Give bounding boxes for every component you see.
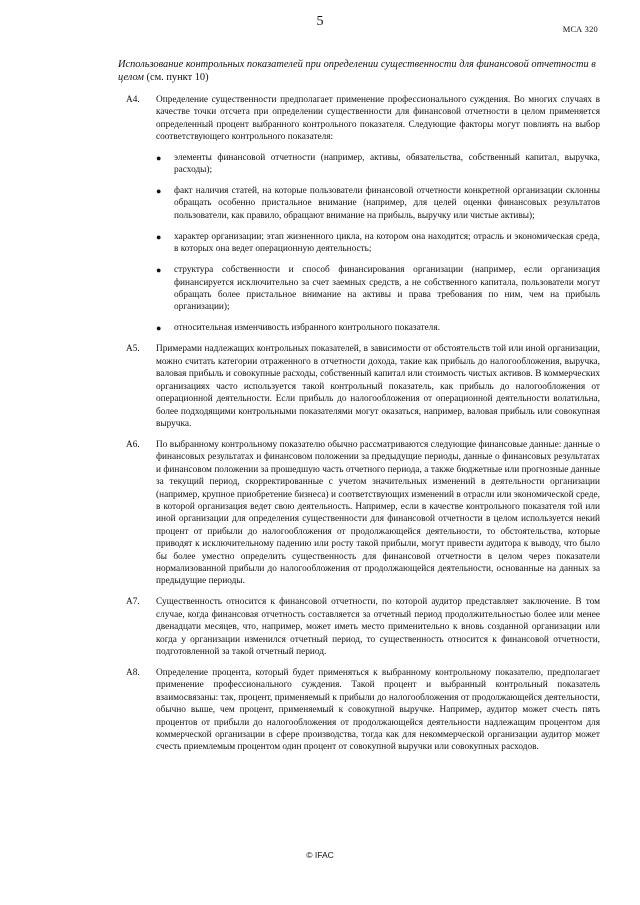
list-item-text: характер организации; этап жизненного цикла, на котором она находится; отрасль и экономическая среда, в которых она ведет операционную деятельность; bbox=[174, 231, 600, 255]
paragraph-a7 bbox=[118, 596, 600, 658]
list-item-text: структура собственности и способ финансирования организации (например, если организация финансируется исключительно за счет заемных средств, а не собственного капитала, пользователи могут обращать более пристальное внимание на активы и права требования по ним, чем на прибыль организации); bbox=[174, 265, 600, 313]
list-item bbox=[156, 322, 600, 334]
bullet-icon: ● bbox=[156, 231, 162, 242]
list-item bbox=[156, 264, 600, 314]
paragraph-text: Примерами надлежащих контрольных показателей, в зависимости от обстоятельств той или иной организации, можно считать категории отраженного в отчетности дохода, такие как прибыль до налогообложения, выручка, валовая прибыль и совокупные расходы, собственный капитал или стоимость чистых активов. В коммерческих организациях часто используется такой контрольный показатель, как прибыль до налогообложения от операционной деятельности. Если прибыль до налогообложения от операционной деятельности волатильна, более подходящими контрольными показателями могут оказаться, например, валовая прибыль или совокупная выручка. bbox=[156, 344, 600, 429]
section-heading-reference: (см. пункт 10) bbox=[146, 72, 209, 83]
bullet-icon: ● bbox=[156, 323, 162, 334]
paragraph-label: A8. bbox=[126, 668, 140, 678]
paragraph-label: A5. bbox=[126, 344, 140, 355]
paragraph-a6 bbox=[118, 439, 600, 588]
paragraph-a5 bbox=[118, 343, 600, 430]
paragraph-text: Существенность относится к финансовой отчетности, по которой аудитор представляет заключение. В том случае, когда финансовая отчетность составляется за отчетный период продолжительностью более или менее двенадцати месяцев, что, например, может иметь место применительно к вновь созданной организации или когда у организации изменился отчетный период, то существенность относится к финансовой отчетности, подготовленной за такой отчетный период. bbox=[156, 597, 600, 657]
paragraph-label: A7. bbox=[126, 597, 140, 608]
paragraph-text: По выбранному контрольному показателю обычно рассматриваются следующие финансовые данные: данные о финансовых результатах и финансовом положении за предыдущие периоды, данные о финансовых результатах и финансовом положении за прошедшую часть отчетного периода, а также бюджетные или прогнозные данные за текущий период, скорректированные с учетом значительных изменений в деятельности организации (например, крупное приобретение бизнеса) и соответствующих изменений в отрасли или экономической среде, в которой организация ведет свою деятельность. Например, если в качестве контрольного показателя той или иной организации для определения существенности для финансовой отчетности в целом используется некий процент от прибыли до налогообложения от продолжающейся деятельности, то обстоятельства, которые приводят к исключительному падению или росту такой прибыли, могут привести аудитора к выводу, что было бы более уместно определить существенность для финансовой отчетности в целом через показатели нормализованной прибыли до налогообложения от продолжающейся деятельности, основанные на данных за предыдущие периоды. bbox=[156, 439, 600, 587]
list-item bbox=[156, 231, 600, 256]
list-item-text: факт наличия статей, на которые пользователи финансовой отчетности конкретной организации склонны обращать особенно пристальное внимание (например, для целей оценки финансовых результатов пользователи, как правило, обращают внимание на прибыль, выручку или чистые активы); bbox=[174, 186, 600, 221]
list-item bbox=[156, 185, 600, 222]
document-body bbox=[118, 94, 600, 762]
paragraph-text: Определение процента, который будет применяться к выбранному контрольному показателю, предполагает применение профессионального суждения. Такой процент и выбранный контрольный показатель взаимосвязаны: так, процент, применяемый к прибыли до налогообложения от продолжающейся деятельности, обычно выше, чем процент, применяемый к совокупной выручке. Например, аудитор может счесть пять процентов от прибыли до налогообложения от продолжающейся деятельности надлежащим процентом для коммерческой организации в сфере производства, тогда как для некоммерческой организации аудитор может счесть приемлемым процентом один процент от совокупной выручки или совокупных расходов. bbox=[156, 668, 600, 753]
paragraph-label: A6. bbox=[126, 439, 140, 450]
section-heading bbox=[118, 58, 600, 84]
factor-list bbox=[156, 152, 600, 335]
paragraph-label: A4. bbox=[126, 95, 140, 105]
paragraph-text: Определение существенности предполагает применение профессионального суждения. Во многих случаях в качестве точки отсчета при определении существенности для финансовой отчетности в целом применяется определенный процент выбранного контрольного показателя. Следующие факторы могут повлиять на выбор соответствующего контрольного показателя: bbox=[156, 95, 600, 143]
page-number: 5 bbox=[316, 14, 324, 29]
paragraph-a8 bbox=[118, 667, 600, 754]
document-code: МСА 320 bbox=[562, 24, 598, 34]
section-heading-title: Использование контрольных показателей при определении существенности для финансовой отчетности в целом bbox=[118, 59, 596, 83]
bullet-icon: ● bbox=[156, 186, 162, 197]
list-item-text: относительная изменчивость избранного контрольного показателя. bbox=[174, 323, 440, 334]
bullet-icon: ● bbox=[156, 152, 162, 163]
bullet-icon: ● bbox=[156, 265, 162, 276]
list-item-text: элементы финансовой отчетности (например, активы, обязательства, собственный капитал, выручка, расходы); bbox=[174, 152, 600, 176]
copyright-footer: © IFAC bbox=[306, 850, 334, 860]
list-item bbox=[156, 152, 600, 177]
paragraph-a4 bbox=[118, 94, 600, 335]
